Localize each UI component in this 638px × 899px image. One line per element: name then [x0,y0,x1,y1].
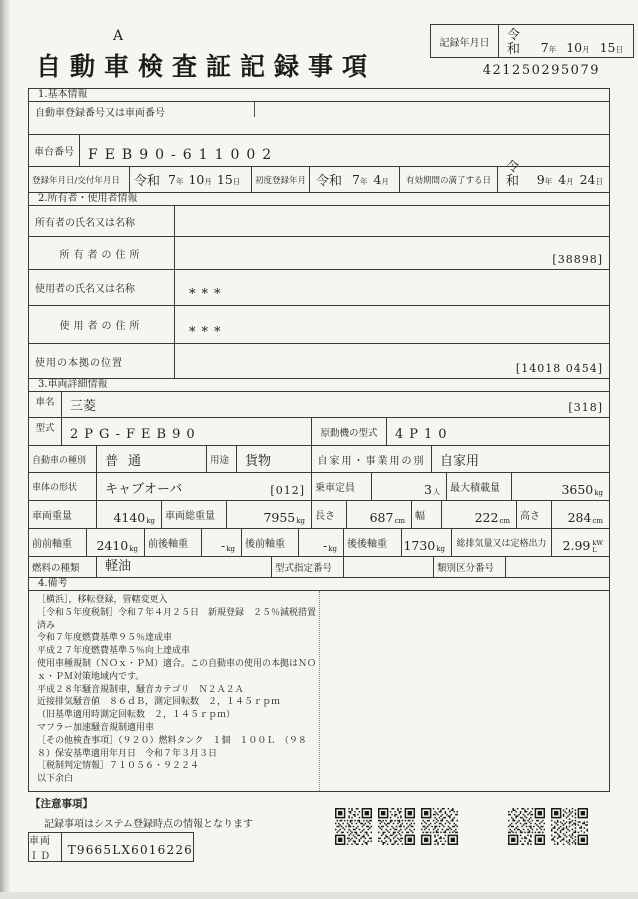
use-label: 用途 [206,446,236,472]
fuel-row [29,557,609,578]
engine-model-label: 原動機の型式 [311,418,386,445]
remark-line: 平成２７年度燃費基準５％向上達成車 [37,646,191,657]
vehicle-name-row [29,392,609,418]
remark-line: ８）保安基準適用年月日 令和７年３月３日 [37,748,218,759]
remark-line: マフラー加速騒音規制適用車 [37,722,155,733]
registration-date-label: 登録年月日/交付年月日 [32,175,120,186]
first-registration-label: 初度登録年月 [251,167,309,192]
remark-line: 済み [37,620,56,631]
max-load-value: 3650 kg [511,473,609,500]
remark-line: ［その他検査事項］（９２０）燃料タンク １個 １００Ｌ （９８ [37,735,307,746]
user-address-label: 使用者の住所 [59,321,144,332]
expiry-date-label: 有効期間の満了する日 [399,167,497,192]
weight-value: 4140 kg [96,501,161,528]
private-business-label: 自家用・事業用の別 [311,446,431,472]
qr-code-group-left [335,808,458,845]
qr-code-icon [378,808,415,845]
record-date-label: 記録年月日 [431,25,499,57]
notice-title: 【注意事項】 [30,798,93,810]
document-number: 421250295079 [482,63,600,78]
chassis-number-label: 車台番号 [34,147,74,158]
vehicle-name-value: 三菱 [61,392,549,417]
user-address-value: *** [174,306,609,343]
body-shape-label: 車体の形状 [32,483,78,493]
vehicle-kind-value: 普通 [96,446,206,472]
displacement-value: 2.99 kW L [551,529,609,556]
section-vehicle-header: 3.車両詳細情報 [29,379,609,392]
qr-code-icon [508,808,545,845]
owner-name-value [174,206,609,236]
page-title: 自動車検査証記録事項 [36,52,377,81]
remark-line: 以下余白 [37,774,74,785]
height-value: 284 cm [551,501,609,528]
vehicle-id-box [28,832,194,862]
remark-line: 近接排気騒音値 ８６ｄＢ，測定回転数 ２，１４５ｒｐｍ [37,697,281,708]
main-table [28,88,610,792]
body-shape-row [29,473,609,501]
chassis-number-value: FEB90-611002 [79,135,609,166]
owner-name-label: 所有者の氏名又は名称 [35,217,135,229]
axle-front-front-value: 2410 kg [86,529,144,556]
qr-code-group-right [508,808,588,845]
weight-label: 車両重量 [32,511,72,522]
axle-rear-rear-value: 1730 kg [401,529,451,556]
axle-front-rear-value: - kg [201,529,241,556]
body-shape-value: キャブオーバ [105,482,183,497]
axle-front-rear-label: 前後軸重 [144,529,201,556]
remarks-text-column [29,591,320,791]
remark-line: 使用車種規制（ＮＯｘ・ＰＭ）適合。この自動車の使用の本拠はＮＯ [37,658,317,669]
type-certification-value [343,557,433,577]
vehicle-kind-label: 自動車の種別 [32,455,87,466]
fuel-type-label: 燃料の種類 [32,563,80,574]
remark-line: ［令和５年度税制］令和７年４月２５日 新規登録 ２５％減税措置 [37,607,317,618]
model-value: 2PG-FEB90 [61,418,311,445]
axle-rear-rear-label: 後後軸重 [343,529,401,556]
axle-weight-row [29,529,609,557]
gross-weight-label: 車両総重量 [161,501,226,528]
private-business-value: 自家用 [431,446,609,472]
base-location-label: 使用の本拠の位置 [35,357,123,369]
record-date-box [430,24,634,58]
user-name-value: *** [174,270,609,305]
capacity-value: 3 人 [371,473,446,500]
remark-line: 令和７年度燃費基準９５％達成車 [37,633,173,644]
section-basic-header: 1.基本情報 [29,89,609,102]
model-label: 型式 [35,423,55,434]
cell-divider-tick [254,102,255,117]
era-label: 令和 [507,28,521,57]
remark-line: ［横浜］，移転登録，管轄変更入 [37,595,168,605]
qr-code-icon [335,808,372,845]
axle-front-front-label: 前前軸重 [32,539,72,550]
remarks-box [29,591,609,791]
remark-line: （旧基準適用時測定回転数 ２，１４５ｒｐｍ） [37,710,236,721]
length-value: 687 cm [346,501,411,528]
owner-address-label: 所有者の住所 [59,249,144,261]
owner-name-row [29,206,609,237]
user-name-label: 使用者の氏名又は名称 [35,284,135,295]
base-location-code: [14018 0454] [174,344,609,378]
vehicle-id-label: 車両ＩＤ [29,833,62,861]
expiry-date-value: 令和 9年 4月 24日 [497,167,609,192]
class-number-value [505,557,609,577]
use-value: 貨物 [236,446,311,472]
section-owner-header: 2.所有者・使用者情報 [29,193,609,206]
height-label: 高さ [516,501,551,528]
registration-date-value: 令和 7年 10月 15日 [129,167,251,192]
axle-rear-front-value: - kg [298,529,343,556]
scanner-edge-shadow [0,0,10,899]
registration-number-label: 自動車登録番号又は車両番号 [35,108,165,119]
type-certification-label: 型式指定番号 [271,557,343,577]
kind-use-row [29,446,609,473]
capacity-label: 乗車定員 [311,473,371,500]
weight-dimensions-row [29,501,609,529]
remark-line: ［税制判定情報］７１０５６・９２２４ [37,761,200,772]
section-remarks-header: 4.備考 [29,578,609,591]
width-value: 222 cm [441,501,516,528]
remark-line: 平成２８年騒音規制車，騒音カテゴリ Ｎ２Ａ２Ａ [37,684,244,695]
engine-model-value: 4P10 [386,418,609,445]
user-name-row [29,270,609,306]
remarks-empty-column [320,591,609,791]
vehicle-name-code: [318] [568,401,603,414]
owner-address-row [29,237,609,270]
vehicle-id-value: T9665LX6016226 [67,843,193,857]
notice-text: 記録事項はシステム登録時点の情報となります [44,819,253,830]
length-label: 長さ [311,501,346,528]
gross-weight-value: 7955 kg [226,501,311,528]
displacement-label: 総排気量又は定格出力 [451,529,551,556]
body-shape-code: [012] [270,484,305,497]
fuel-type-value: 軽油 [96,557,271,577]
base-location-row [29,344,609,379]
vehicle-name-label: 車名 [35,397,55,408]
dates-row [29,160,609,193]
qr-code-icon [421,808,458,845]
first-registration-value: 令和 7年 4月 [309,167,399,192]
scanner-bottom-shadow [0,892,638,899]
class-number-label: 類別区分番号 [433,557,505,577]
owner-address-code: [38898] [174,237,609,269]
remark-line: ｘ・ＰＭ対策地域内です。 [37,671,145,682]
model-row [29,418,609,446]
width-label: 幅 [411,501,441,528]
max-load-label: 最大積載量 [446,473,511,500]
axle-rear-front-label: 後前軸重 [241,529,298,556]
user-address-row [29,306,609,344]
registration-number-row [29,102,609,135]
page-corner-label: A [113,28,124,44]
qr-code-icon [551,808,588,845]
record-date-value: 令和 7年 10月 15日 [507,28,623,57]
